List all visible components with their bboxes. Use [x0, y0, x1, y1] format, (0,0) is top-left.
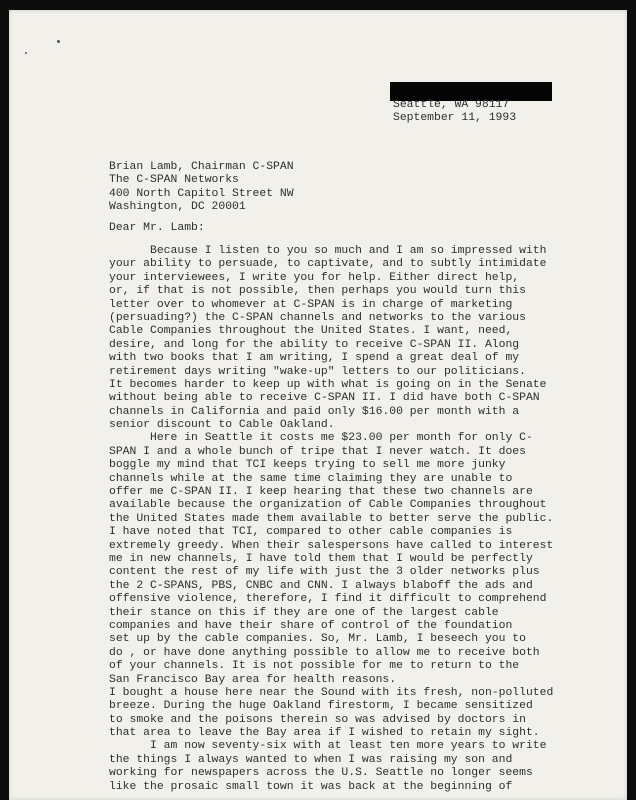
letter-page: [9, 10, 627, 800]
body-line: your interviewees, I write you for help. Either direct help,: [109, 271, 520, 284]
body-line: the things I always wanted to when I was raising my son and: [109, 753, 513, 766]
body-line: I have noted that TCI, compared to other cable companies is: [109, 526, 513, 539]
body-line: that area to leave the Bay area if I wished to retain my sight.: [109, 727, 540, 740]
recipient-line: The C-SPAN Networks: [109, 174, 239, 187]
body-line: channels in California and paid only $16.00 per month with a: [109, 405, 520, 418]
body-line: offer me C-SPAN II. I keep hearing that these two channels are: [109, 486, 533, 499]
letter-date: September 11, 1993: [393, 112, 517, 125]
body-line: the 2 C-SPANS, PBS, CNBC and CNN. I always blaboff the ads and: [109, 579, 533, 592]
body-line: retirement days writing "wake-up" letters to our politicians.: [109, 365, 526, 378]
body-line: or, if that is not possible, then perhaps you would turn this: [109, 285, 526, 298]
body-line: Here in Seattle it costs me $23.00 per month for only C-: [109, 432, 533, 445]
body-line: senior discount to Cable Oakland.: [109, 419, 335, 432]
body-line: their stance on this if they are one of the largest cable: [109, 606, 499, 619]
body-line: with two books that I am writing, I spend a great deal of my: [109, 352, 520, 365]
body-line: do , or have done anything possible to allow me to receive both: [109, 646, 540, 659]
body-line: me in new channels, I have told them that I would be perfectly: [109, 552, 533, 565]
body-line: I am now seventy-six with at least ten more years to write: [109, 740, 547, 753]
body-line: I bought a house here near the Sound with its fresh, non-polluted: [109, 686, 554, 699]
body-line: content the rest of my life with just the 3 older networks plus: [109, 566, 540, 579]
body-line: channels while at the same time claiming they are unable to: [109, 472, 513, 485]
recipient-line: Brian Lamb, Chairman C-SPAN: [109, 161, 294, 173]
body-line: companies and have their share of control of the foundation: [109, 619, 513, 632]
body-line: available because the organization of Cable Companies throughout: [109, 499, 547, 512]
body-line: your ability to persuade, to captivate, and to subtly intimidate: [109, 258, 547, 271]
recipient-line: 400 North Capitol Street NW: [109, 187, 294, 200]
body-line: letter over to whomever at C-SPAN is in charge of marketing: [109, 298, 513, 311]
body-line: working for newspapers across the U.S. Seattle no longer seems: [109, 767, 533, 780]
body-line: extremely greedy. When their salespersons have called to interest: [109, 539, 554, 552]
salutation-text: Dear Mr. Lamb:: [109, 222, 205, 234]
body-line: Because I listen to you so much and I am so impressed with: [109, 245, 547, 257]
body-line: desire, and long for the ability to receive C-SPAN II. Along: [109, 338, 520, 351]
body-line: of your channels. It is not possible for me to return to the: [109, 660, 520, 673]
sender-city: Seattle, WA 98117: [393, 99, 510, 111]
body-line: offensive violence, therefore, I find it difficult to comprehend: [109, 593, 547, 606]
recipient-address: [109, 161, 294, 215]
paper-speck: [25, 52, 27, 54]
body-line: It becomes harder to keep up with what is going on in the Senate: [109, 378, 547, 391]
paper-speck: [57, 40, 60, 43]
body-line: San Francisco Bay area for health reasons.: [109, 673, 397, 686]
body-line: set up by the cable companies. So, Mr. Lamb, I beseech you to: [109, 633, 526, 646]
body-line: to smoke and the poisons therein so was advised by doctors in: [109, 713, 526, 726]
recipient-line: Washington, DC 20001: [109, 201, 246, 214]
body-line: without being able to receive C-SPAN II. I did have both C-SPAN: [109, 392, 540, 405]
body-line: (persuading?) the C-SPAN channels and networks to the various: [109, 311, 526, 324]
salutation: [109, 222, 205, 235]
letter-body: [109, 245, 553, 794]
body-line: the United States made them available to better serve the public.: [109, 512, 554, 525]
body-line: SPAN I and a whole bunch of tripe that I never watch. It does: [109, 445, 526, 458]
sender-address: [393, 99, 516, 126]
body-line: Cable Companies throughout the United States. I want, need,: [109, 325, 513, 338]
body-line: boggle my mind that TCI keeps trying to sell me more junky: [109, 459, 506, 472]
body-line: like the prosaic small town it was back at the beginning of: [109, 780, 513, 793]
body-line: breeze. During the huge Oakland firestorm, I became sensitized: [109, 700, 533, 713]
